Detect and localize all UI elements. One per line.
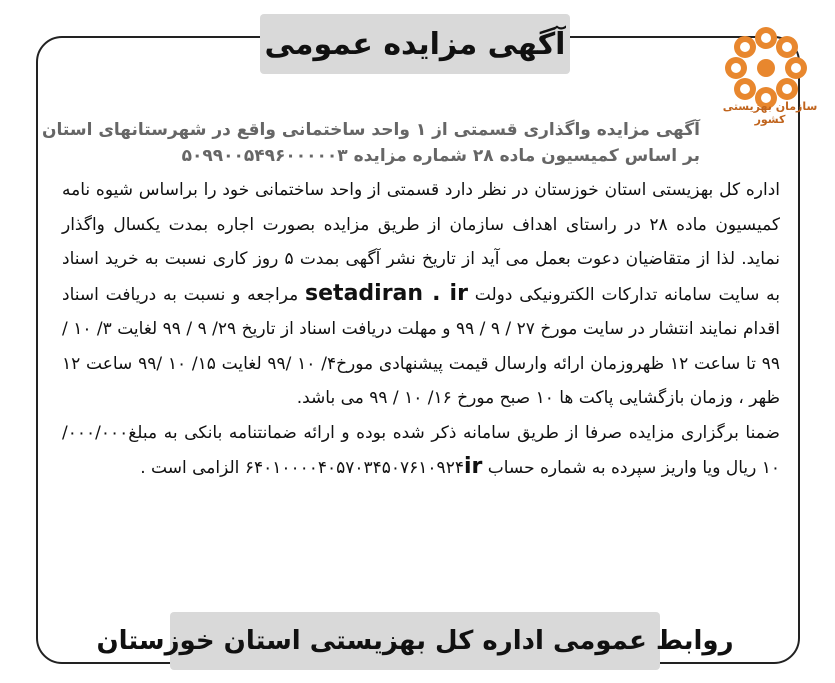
footer-box	[96, 612, 734, 670]
setadiran-link[interactable]: setadiran . ir	[305, 280, 468, 306]
subtitle-line-1: آگهی مزایده واگذاری قسمتی از ۱ واحد ساختمانی واقع در شهرستانهای استان	[42, 120, 700, 140]
body-paragraph-1	[62, 173, 780, 416]
iban-prefix: ir	[463, 454, 483, 479]
notice-title: آگهی مزایده عمومی	[264, 26, 566, 62]
body-text-part-2: مراجعه و نسبت به دریافت اسناد اقدام نمایند انتشار در سایت مورخ ۲۷ / ۹ / ۹۹ و مهلت دریافت اسناد از تاریخ ۲۹/ ۹ / ۹۹ لغایت ۳/ ۱۰ /۹۹ تا ساعت ۱۲ ظهروزمان ارائه وارسال قیمت پیشنهادی مورخ۴/ ۱۰ /۹۹ لغایت ۱۵/ ۱۰ /۹۹ ساعت ۱۲ ظهر ، وزمان بازگشایی پاکت ها ۱۰ صبح مورخ ۱۶/ ۱۰ / ۹۹ می باشد.	[62, 284, 780, 408]
body-text-part-1: اداره کل بهزیستی استان خوزستان در نظر دارد قسمتی از واحد ساختمانی خود را براساس شیوه نامه کمیسیون ماده ۲۸ در راستای اهداف سازمان از طریق مزایده بصورت اجاره بمدت یکسال واگذار نماید. لذا از متقاضیان دعوت بعمل می آید از تاریخ نشر آگهی بمدت ۵ روز کاری نسبت به خرید اسناد به سایت سامانه تدارکات الکترونیکی دولت	[62, 180, 781, 305]
notice-body	[62, 173, 780, 486]
body-text-part-4: ۶۴۰۱۰۰۰۰۴۰۵۷۰۳۴۵۰۷۶۱۰۹۲۴ الزامی است .	[140, 458, 464, 478]
subtitle-line-2: بر اساس کمیسیون ماده ۲۸ شماره مزایده ۵۰۹۹۰۰۵۴۹۶۰۰۰۰۰۳	[181, 146, 700, 166]
logo-caption: سازمان بهزیستی کشور	[722, 100, 818, 126]
body-paragraph-2	[62, 416, 780, 486]
footer-signature: روابط عمومی اداره کل بهزیستی استان خوزستان	[96, 626, 734, 656]
body-text-part-3: ضمنا برگزاری مزایده صرفا از طریق سامانه ذکر شده بوده و ارائه ضمانتنامه بانکی به مبلغ۰۰۰/۰۰۰/ ۱۰ ریال ویا واریز سپرده به شماره حساب	[62, 422, 780, 478]
title-box	[260, 14, 570, 74]
